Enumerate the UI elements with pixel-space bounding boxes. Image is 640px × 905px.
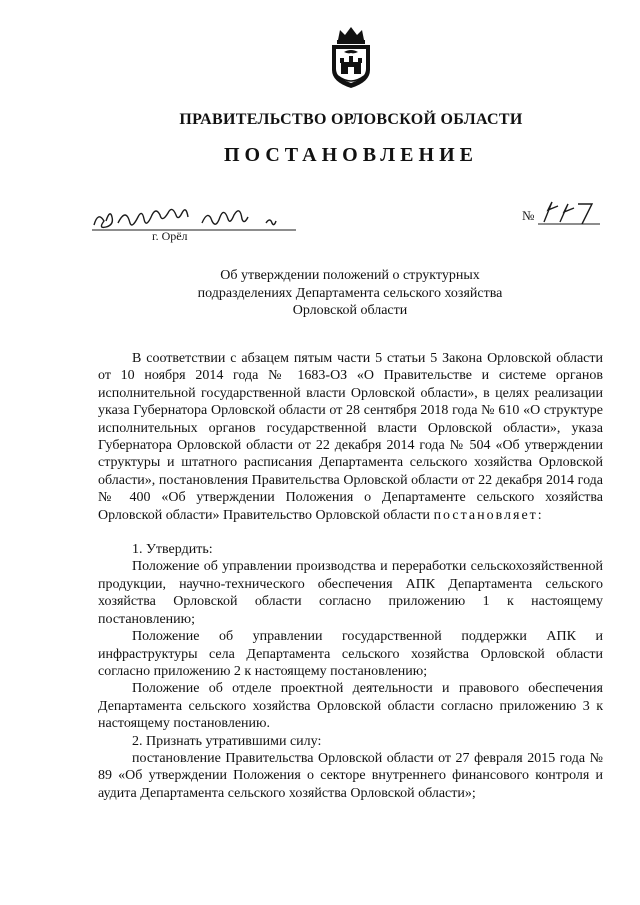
subject-line-1: Об утверждении положений о структурных — [220, 268, 480, 283]
preamble-resolves: постановляет: — [433, 507, 544, 523]
orel-oblast-coat-of-arms-icon — [326, 26, 376, 90]
preamble-text: В соответствии с абзацем пятым части 5 статьи 5 Закона Орловской области от 10 ноября 2014 года № 1683-ОЗ «О Правительстве и системе органов исполнительной государственной власти Орловской области», в целях реализации указа Губернатора Орловской области от 28 сентября 2018 года № 610 «О структуре исполнительных органов государственной власти Орловской области», указа Губернатора Орловской области от 22 декабря 2014 года № 504 «Об утверждении структуры и штатного расписания Департамента сельского хозяйства Орловской области», постановления Правительства Орловской области от 22 декабря 2014 года № 400 «Об утверждении Положения о Департаменте сельского хозяйства Орловской области» Правительство Орловской области — [98, 351, 603, 523]
preamble-paragraph — [98, 350, 603, 524]
decree-subject — [150, 267, 550, 320]
item-1-c: Положение об отделе проектной деятельности и правового обеспечения Департамента сельского хозяйства Орловской области согласно приложению 3 к настоящему постановлению. — [98, 681, 603, 732]
decree-body — [98, 350, 603, 802]
subject-line-3: Орловской области — [292, 303, 408, 318]
item-2-heading: 2. Признать утратившими силу: — [132, 733, 322, 749]
number-sign: № — [522, 208, 535, 223]
document-type-title: ПОСТАНОВЛЕНИЕ — [224, 144, 478, 166]
city-label: г. Орёл — [152, 229, 188, 243]
subject-line-2: подразделениях Департамента сельского хозяйства — [197, 285, 503, 301]
item-1-a: Положение об управлении производства и переработки сельскохозяйственной продукции, научно-технического обеспечения АПК Департамента сельского хозяйства Орловской области согласно приложению 1 к настоящему постановлению; — [98, 559, 603, 627]
item-1-heading: 1. Утвердить: — [132, 542, 213, 558]
item-1-b: Положение об управлении государственной поддержки АПК и инфраструктуры села Департамента сельского хозяйства Орловской области согласно приложению 2 к настоящему постановлению; — [98, 629, 603, 679]
item-2-a: постановление Правительства Орловской области от 27 февраля 2015 года № 89 «Об утверждении Положения о секторе внутреннего финансового контроля и аудита Департамента сельского хозяйства Орловской области»; — [98, 750, 603, 801]
government-title: ПРАВИТЕЛЬСТВО ОРЛОВСКОЙ ОБЛАСТИ — [179, 111, 523, 128]
handwritten-number — [538, 196, 602, 228]
handwritten-date — [90, 203, 310, 237]
